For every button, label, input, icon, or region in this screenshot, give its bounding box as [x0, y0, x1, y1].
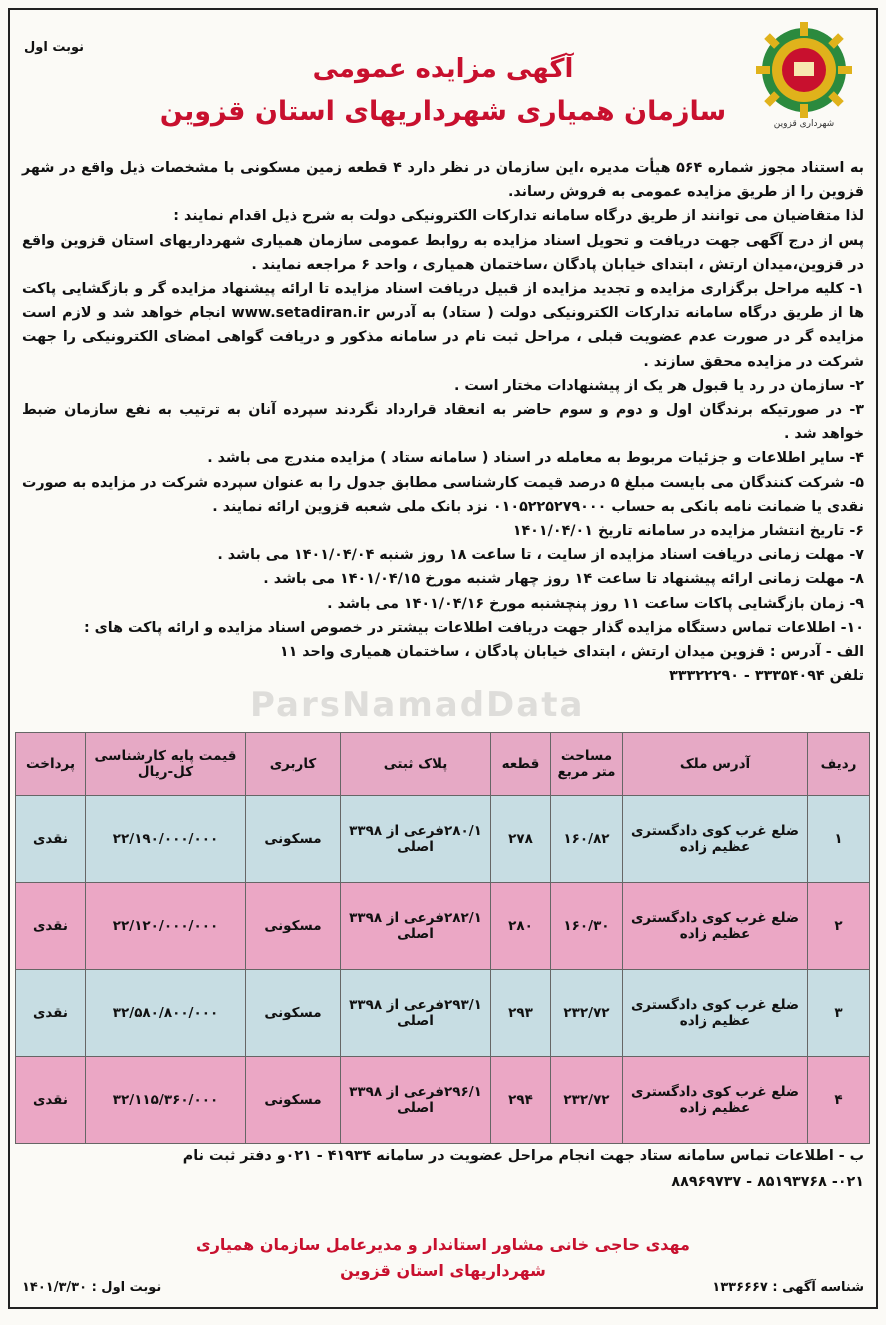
col-header: پرداخت: [16, 733, 86, 796]
paragraph: ۴- سایر اطلاعات و جزئیات مربوط به معامله در اسناد ( سامانه ستاد ) مزایده مندرج می باشد .: [207, 450, 864, 467]
table-cell: ۳۲/۵۸۰/۸۰۰/۰۰۰: [86, 970, 246, 1057]
col-header: کاربری: [246, 733, 341, 796]
paragraph: ۱۰- اطلاعات تماس دستگاه مزایده گذار جهت دریافت اطلاعات بیشتر در خصوص اسناد مزایده و ارائه پاکت های :: [83, 619, 864, 636]
table-cell: ۳: [808, 970, 870, 1057]
paragraph: ۹- زمان بازگشایی پاکات ساعت ۱۱ روز پنچشنبه مورخ ۱۴۰۱/۰۴/۱۶ می باشد .: [327, 595, 864, 612]
table-cell: ۲۲/۱۲۰/۰۰۰/۰۰۰: [86, 883, 246, 970]
table-cell: ۱۶۰/۳۰: [551, 883, 623, 970]
table-cell: مسکونی: [246, 796, 341, 883]
table-cell: مسکونی: [246, 883, 341, 970]
table-cell: نقدی: [16, 1057, 86, 1144]
paragraph: تلفن ۳۳۳۵۴۰۹۴ - ۳۳۳۲۲۲۹۰: [669, 668, 864, 685]
col-header: قطعه: [491, 733, 551, 796]
table-cell: ضلع غرب کوی دادگستری عظیم زاده: [623, 796, 808, 883]
table-cell: ۲۸۰: [491, 883, 551, 970]
paragraph: ۵- شرکت کنندگان می بایست مبلغ ۵ درصد قیمت کارشناسی مطابق جدول را به عنوان سپرده شرکت در مزایده به صورت نقدی یا ضمانت نامه بانکی به حساب ۰۱۰۵۲۲۵۲۷۹۰۰۰ نزد بانک ملی شعبه قزوین ارائه نمایند .: [22, 474, 864, 515]
paragraph: ۱- کلیه مراحل برگزاری مزایده و تجدید مزایده از قبیل دریافت اسناد مزایده تا ارائه پیشنهاد مزایده گر و بازگشایی پاکت ها از طریق درگاه سامانه تدارکات الکترونیکی دولت ( ستاد) به آدرس www.setadiran.ir انجام خواهد شد و لازم است مزایده گر در صورت عدم عضویت قبلی ، مراحل ثبت نام در سامانه مذکور و دریافت گواهی امضای الکترونیکی را جهت شرکت در مزایده محقق سازند .: [22, 281, 864, 370]
setad-contact-phones: ۰۲۱- ۸۵۱۹۳۷۶۸ - ۸۸۹۶۹۷۳۷: [671, 1174, 864, 1190]
publish-date: نوبت اول : ۱۴۰۱/۳/۳۰: [22, 1280, 162, 1295]
col-header: ردیف: [808, 733, 870, 796]
table-cell: ۱۶۰/۸۲: [551, 796, 623, 883]
table-row: [16, 1057, 870, 1144]
table-cell: ۲۹۳/۱فرعی از ۳۳۹۸ اصلی: [341, 970, 491, 1057]
table-cell: ضلع غرب کوی دادگستری عظیم زاده: [623, 970, 808, 1057]
paragraph: به استناد مجوز شماره ۵۶۴ هیأت مدیره ،این سازمان در نظر دارد ۴ قطعه زمین مسکونی با مشخصات ذیل واقع در شهر قزوین را از طریق مزایده عمومی به فروش رساند.: [22, 160, 865, 201]
table-header-row: [16, 733, 870, 796]
paragraph: ۶- تاریخ انتشار مزایده در سامانه تاریخ ۱۴۰۱/۰۴/۰۱: [512, 523, 864, 540]
table-cell: ۲۳۲/۷۲: [551, 1057, 623, 1144]
notice-body: [22, 156, 864, 688]
table-cell: مسکونی: [246, 970, 341, 1057]
table-cell: ضلع غرب کوی دادگستری عظیم زاده: [623, 1057, 808, 1144]
col-header: آدرس ملک: [623, 733, 808, 796]
col-header: مساحت متر مربع: [551, 733, 623, 796]
table-cell: ۲۸۰/۱فرعی از ۳۳۹۸ اصلی: [341, 796, 491, 883]
table-cell: ۴: [808, 1057, 870, 1144]
table-cell: ۲۹۶/۱فرعی از ۳۳۹۸ اصلی: [341, 1057, 491, 1144]
table-cell: ۲۷۸: [491, 796, 551, 883]
table-row: [16, 796, 870, 883]
table-cell: ضلع غرب کوی دادگستری عظیم زاده: [623, 883, 808, 970]
table-cell: ۲۳۲/۷۲: [551, 970, 623, 1057]
table-cell: ۲۲/۱۹۰/۰۰۰/۰۰۰: [86, 796, 246, 883]
table-cell: ۱: [808, 796, 870, 883]
page-title: آگهی مزایده عمومی: [312, 54, 574, 84]
table-cell: نقدی: [16, 970, 86, 1057]
table-cell: نقدی: [16, 796, 86, 883]
paragraph: ۳- در صورتیکه برندگان اول و دوم و سوم حاضر به انعقاد قرارداد نگردند سپرده آنان به ترتیب به نفع سازمان ضبط خواهد شد .: [22, 402, 864, 443]
table-cell: ۲۹۳: [491, 970, 551, 1057]
paragraph: الف - آدرس : قزوین میدان ارتش ، ابتدای خیابان پادگان ، ساختمان همیاری واحد ۱۱: [279, 644, 864, 661]
col-header: پلاک ثبتی: [341, 733, 491, 796]
table-cell: ۲۸۲/۱فرعی از ۳۳۹۸ اصلی: [341, 883, 491, 970]
table-row: [16, 970, 870, 1057]
notice-page: [8, 8, 878, 1309]
properties-table: [15, 732, 870, 1144]
paragraph: ۷- مهلت زمانی دریافت اسناد مزایده از سایت ، تا ساعت ۱۸ روز شنبه ۱۴۰۱/۰۴/۰۴ می باشد .: [217, 547, 864, 564]
signature-line: شهرداریهای استان قزوین: [340, 1261, 546, 1280]
table-row: [16, 883, 870, 970]
round-label: نوبت اول: [24, 40, 85, 55]
paragraph: ۸- مهلت زمانی ارائه پیشنهاد تا ساعت ۱۴ روز چهار شنبه مورخ ۱۴۰۱/۰۴/۱۵ می باشد .: [263, 571, 864, 588]
ad-id: شناسه آگهی : ۱۳۳۶۶۶۷: [712, 1280, 864, 1295]
table-cell: مسکونی: [246, 1057, 341, 1144]
setad-contact-line: ب - اطلاعات تماس سامانه ستاد جهت انجام مراحل عضویت در سامانه ۴۱۹۳۴ - ۰۲۱و دفتر ثبت نام: [182, 1148, 864, 1164]
table-cell: ۳۲/۱۱۵/۳۶۰/۰۰۰: [86, 1057, 246, 1144]
organization-name: سازمان همیاری شهرداریهای استان قزوین: [159, 96, 727, 127]
table-cell: ۲: [808, 883, 870, 970]
col-header: قیمت پایه کارشناسی کل-ریال: [86, 733, 246, 796]
signature-line: مهدی حاجی خانی مشاور استاندار و مدیرعامل سازمان همیاری: [196, 1235, 690, 1254]
paragraph: ۲- سازمان در رد یا قبول هر یک از پیشنهادات مختار است .: [454, 377, 864, 394]
paragraph: پس از درج آگهی جهت دریافت و تحویل اسناد مزایده به روابط عمومی سازمان همیاری شهرداریهای استان قزوین واقع در قزوین،میدان ارتش ، ابتدای خیابان پادگان ،ساختمان همیاری ، واحد ۶ مراجعه نمایند .: [22, 232, 864, 273]
watermark: ParsNamadData: [250, 685, 585, 725]
paragraph: لذا متقاضیان می توانند از طریق درگاه سامانه تدارکات الکترونیکی دولت به شرح ذیل اقدام نمایند :: [173, 208, 864, 225]
table-cell: ۲۹۴: [491, 1057, 551, 1144]
logo-caption: شهرداری قزوین: [773, 119, 835, 129]
table-cell: نقدی: [16, 883, 86, 970]
setad-contact: [22, 1143, 864, 1195]
